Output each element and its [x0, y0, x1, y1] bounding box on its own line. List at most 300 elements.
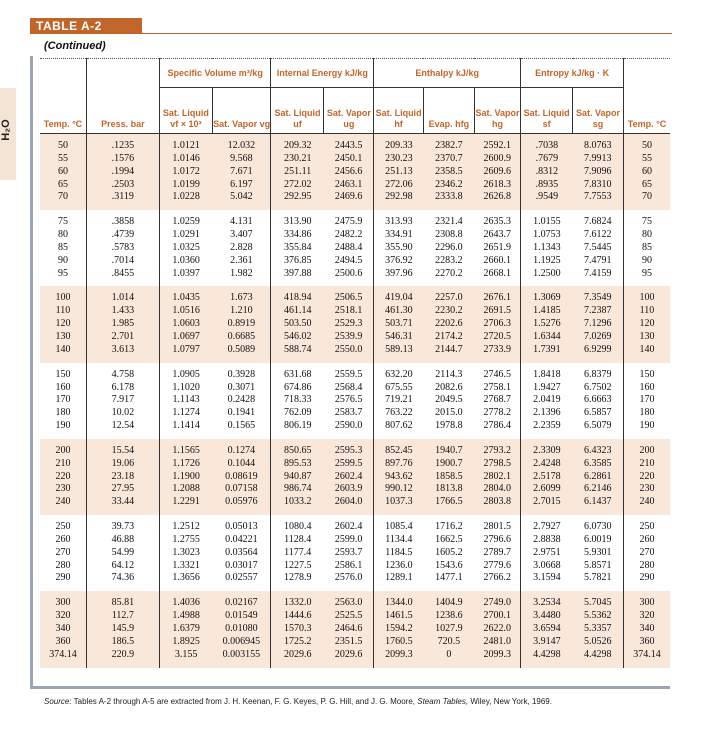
table-cell: 2793.2: [474, 445, 520, 458]
row-group: [40, 439, 670, 515]
table-cell: 1.2291: [159, 496, 212, 509]
table-cell: 140: [623, 344, 670, 357]
table-row: [40, 140, 670, 153]
steam-table: [40, 58, 670, 668]
table-cell: .8935: [521, 179, 573, 192]
table-cell: 300: [623, 597, 670, 610]
table-row: [40, 394, 670, 407]
table-cell: 2174.2: [423, 331, 474, 344]
table-cell: 272.02: [271, 179, 324, 192]
table-row: [40, 610, 670, 623]
table-cell: 1.0291: [159, 229, 212, 242]
table-cell: 7.5445: [573, 242, 624, 255]
table-title: TABLE A-2: [30, 18, 142, 34]
table-cell: 220: [623, 471, 670, 484]
table-cell: 546.02: [271, 331, 324, 344]
table-cell: 1.0435: [159, 292, 212, 305]
table-cell: 251.11: [271, 166, 324, 179]
table-cell: 0.6685: [212, 331, 271, 344]
table-cell: 2.701: [86, 331, 159, 344]
table-cell: 1.2500: [521, 268, 573, 281]
table-cell: 65: [623, 179, 670, 192]
table-cell: 334.91: [374, 229, 424, 242]
table-cell: 1.6344: [521, 331, 573, 344]
table-cell: 100: [40, 292, 86, 305]
header-sg: Sat. Vapor sg: [573, 88, 624, 134]
table-cell: 2494.5: [324, 255, 374, 268]
source-tail: Wiley, New York, 1969.: [470, 697, 552, 706]
table-cell: 360: [40, 636, 86, 649]
table-cell: 2599.0: [324, 534, 374, 547]
table-cell: 6.4323: [573, 445, 624, 458]
table-cell: 23.18: [86, 471, 159, 484]
header-vf: Sat. Liquid vf × 10³: [159, 88, 212, 134]
table-cell: 1.673: [212, 292, 271, 305]
table-cell: 2500.6: [324, 268, 374, 281]
table-cell: 1605.2: [423, 547, 474, 560]
table-cell: 2488.4: [324, 242, 374, 255]
table-cell: 2443.5: [324, 140, 374, 153]
table-cell: 240: [40, 496, 86, 509]
table-cell: 1344.0: [374, 597, 424, 610]
table-cell: 0: [423, 649, 474, 662]
table-cell: 280: [623, 560, 670, 573]
table-cell: .3858: [86, 216, 159, 229]
table-cell: 2660.1: [474, 255, 520, 268]
header-temp: Temp. °C: [40, 88, 86, 134]
table-cell: 1570.3: [271, 623, 324, 636]
table-cell: .8312: [521, 166, 573, 179]
table-cell: 230.21: [271, 153, 324, 166]
table-cell: 54.99: [86, 547, 159, 560]
table-cell: .7679: [521, 153, 573, 166]
source-title: Steam Tables,: [417, 697, 469, 706]
table-cell: 70: [40, 191, 86, 204]
table-cell: 190: [623, 420, 670, 433]
table-row: [40, 268, 670, 281]
table-cell: 2789.7: [474, 547, 520, 560]
table-cell: 270: [40, 547, 86, 560]
table-cell: 419.04: [374, 292, 424, 305]
table-cell: 1278.9: [271, 572, 324, 585]
source-note: [44, 697, 552, 706]
table-cell: 0.2428: [212, 394, 271, 407]
table-cell: 2463.1: [324, 179, 374, 192]
table-cell: 940.87: [271, 471, 324, 484]
table-cell: 2321.4: [423, 216, 474, 229]
table-row: [40, 597, 670, 610]
continued-label: (Continued): [44, 40, 106, 52]
table-cell: 7.7553: [573, 191, 624, 204]
table-cell: 2296.0: [423, 242, 474, 255]
table-cell: 2144.7: [423, 344, 474, 357]
table-cell: 1.1343: [521, 242, 573, 255]
table-cell: 1.0325: [159, 242, 212, 255]
table-cell: 190: [40, 420, 86, 433]
table-cell: 200: [623, 445, 670, 458]
table-cell: 1.0360: [159, 255, 212, 268]
table-cell: 4.4298: [573, 649, 624, 662]
table-cell: 2358.5: [423, 166, 474, 179]
table-cell: 1.014: [86, 292, 159, 305]
table-cell: 6.178: [86, 382, 159, 395]
table-cell: .5783: [86, 242, 159, 255]
table-cell: 2768.7: [474, 394, 520, 407]
table-cell: 120: [623, 318, 670, 331]
table-cell: 1.3023: [159, 547, 212, 560]
header-specific-volume: Specific Volume m³/kg: [159, 59, 271, 88]
table-cell: 80: [623, 229, 670, 242]
table-cell: 2.4248: [521, 458, 573, 471]
table-cell: 2370.7: [423, 153, 474, 166]
table-cell: 2230.2: [423, 305, 474, 318]
table-row: [40, 292, 670, 305]
table-cell: 675.55: [374, 382, 424, 395]
source-label: Source:: [44, 697, 72, 706]
table-cell: 2550.0: [324, 344, 374, 357]
header-internal-energy: Internal Energy kJ/kg: [271, 59, 374, 88]
table-cell: 110: [40, 305, 86, 318]
table-cell: 1.2512: [159, 521, 212, 534]
table-row: [40, 534, 670, 547]
table-cell: 1766.5: [423, 496, 474, 509]
table-cell: 2720.5: [474, 331, 520, 344]
table-cell: 1027.9: [423, 623, 474, 636]
table-cell: 1.0155: [521, 216, 573, 229]
table-row: [40, 483, 670, 496]
table-cell: 6.3585: [573, 458, 624, 471]
table-cell: 85: [623, 242, 670, 255]
table-cell: 2583.7: [324, 407, 374, 420]
table-cell: 374.14: [40, 649, 86, 662]
table-cell: 1813.8: [423, 483, 474, 496]
table-cell: 2257.0: [423, 292, 474, 305]
table-cell: 2525.5: [324, 610, 374, 623]
table-row: [40, 229, 670, 242]
table-cell: 1.3656: [159, 572, 212, 585]
table-cell: 2.7927: [521, 521, 573, 534]
table-cell: 55: [623, 153, 670, 166]
table-cell: 5.7821: [573, 572, 624, 585]
table-cell: 130: [40, 331, 86, 344]
table-cell: 160: [623, 382, 670, 395]
table-cell: 631.68: [271, 369, 324, 382]
table-cell: 1594.2: [374, 623, 424, 636]
table-cell: 2635.3: [474, 216, 520, 229]
table-cell: 2.9751: [521, 547, 573, 560]
table-row: [40, 623, 670, 636]
table-cell: 6.1437: [573, 496, 624, 509]
row-group: [40, 515, 670, 591]
table-cell: 2604.0: [324, 496, 374, 509]
table-row: [40, 382, 670, 395]
table-cell: 75: [40, 216, 86, 229]
table-cell: 313.93: [374, 216, 424, 229]
header-ug: Sat. Vapor ug: [324, 88, 374, 134]
table-cell: 5.3357: [573, 623, 624, 636]
table-cell: 100: [623, 292, 670, 305]
table-cell: 1.7391: [521, 344, 573, 357]
table-cell: 8.0763: [573, 140, 624, 153]
table-cell: 210: [623, 458, 670, 471]
table-cell: 3.6594: [521, 623, 573, 636]
table-cell: 145.9: [86, 623, 159, 636]
table-cell: 1.4988: [159, 610, 212, 623]
source-text: Tables A-2 through A-5 are extracted from J. H. Keenan, F. G. Keyes, P. G. Hill, and J. G. Moore,: [73, 697, 415, 706]
table-cell: 1236.0: [374, 560, 424, 573]
table-cell: 6.6663: [573, 394, 624, 407]
table-cell: 2746.5: [474, 369, 520, 382]
table-cell: 3.9147: [521, 636, 573, 649]
table-cell: 1.0516: [159, 305, 212, 318]
table-cell: 5.042: [212, 191, 271, 204]
table-row: [40, 547, 670, 560]
table-cell: 2270.2: [423, 268, 474, 281]
table-cell: 7.4159: [573, 268, 624, 281]
row-group: [40, 363, 670, 439]
table-cell: 2.1396: [521, 407, 573, 420]
table-cell: 2.828: [212, 242, 271, 255]
table-cell: 2593.7: [324, 547, 374, 560]
table-cell: 4.131: [212, 216, 271, 229]
table-cell: 210: [40, 458, 86, 471]
table-cell: 719.21: [374, 394, 424, 407]
table-cell: 272.06: [374, 179, 424, 192]
header-hg: Sat. Vapor hg: [474, 88, 520, 134]
table-cell: 209.32: [271, 140, 324, 153]
table-cell: 763.22: [374, 407, 424, 420]
table-cell: 2.8838: [521, 534, 573, 547]
table-cell: 374.14: [623, 649, 670, 662]
table-cell: 170: [623, 394, 670, 407]
table-cell: 1.0259: [159, 216, 212, 229]
table-cell: 943.62: [374, 471, 424, 484]
table-cell: 6.5857: [573, 407, 624, 420]
table-cell: 1.1925: [521, 255, 573, 268]
table-cell: 2475.9: [324, 216, 374, 229]
table-cell: 1.8418: [521, 369, 573, 382]
table-cell: 260: [40, 534, 86, 547]
table-cell: 2.2359: [521, 420, 573, 433]
table-cell: .3119: [86, 191, 159, 204]
header-temp-right: Temp. °C: [623, 88, 670, 134]
table-cell: 120: [40, 318, 86, 331]
table-cell: 2049.5: [423, 394, 474, 407]
table-cell: 1978.8: [423, 420, 474, 433]
table-cell: 807.62: [374, 420, 424, 433]
table-cell: 6.197: [212, 179, 271, 192]
table-cell: 0.1565: [212, 420, 271, 433]
table-cell: 2351.5: [324, 636, 374, 649]
table-container: [40, 58, 670, 668]
table-cell: 1.9427: [521, 382, 573, 395]
table-cell: 230: [623, 483, 670, 496]
table-cell: 806.19: [271, 420, 324, 433]
table-cell: 1238.6: [423, 610, 474, 623]
table-cell: .1994: [86, 166, 159, 179]
table-cell: 70: [623, 191, 670, 204]
table-cell: 2099.3: [474, 649, 520, 662]
table-cell: 90: [40, 255, 86, 268]
table-cell: 2804.0: [474, 483, 520, 496]
table-cell: 33.44: [86, 496, 159, 509]
table-cell: 850.65: [271, 445, 324, 458]
table-cell: 1858.5: [423, 471, 474, 484]
header-uf: Sat. Liquid uf: [271, 88, 324, 134]
table-cell: 2803.8: [474, 496, 520, 509]
table-cell: 0.04221: [212, 534, 271, 547]
table-cell: 2082.6: [423, 382, 474, 395]
table-cell: 355.84: [271, 242, 324, 255]
table-cell: 6.7502: [573, 382, 624, 395]
table-cell: .4739: [86, 229, 159, 242]
table-cell: 2706.3: [474, 318, 520, 331]
table-cell: 19.06: [86, 458, 159, 471]
table-row: [40, 153, 670, 166]
table-row: [40, 344, 670, 357]
frame-left: [30, 56, 33, 689]
table-cell: 7.8310: [573, 179, 624, 192]
table-cell: .7014: [86, 255, 159, 268]
table-cell: 2801.5: [474, 521, 520, 534]
table-cell: 5.7045: [573, 597, 624, 610]
table-cell: 2.3309: [521, 445, 573, 458]
table-cell: 250: [623, 521, 670, 534]
table-cell: 280: [40, 560, 86, 573]
table-cell: 6.9299: [573, 344, 624, 357]
table-cell: 1.2088: [159, 483, 212, 496]
table-row: [40, 191, 670, 204]
table-cell: 95: [40, 268, 86, 281]
table-row: [40, 496, 670, 509]
table-cell: 7.1296: [573, 318, 624, 331]
table-row: [40, 369, 670, 382]
table-cell: 2563.0: [324, 597, 374, 610]
table-cell: 2464.6: [324, 623, 374, 636]
blank-header: [40, 59, 86, 88]
table-cell: 2481.0: [474, 636, 520, 649]
header-enthalpy: Enthalpy kJ/kg: [374, 59, 521, 88]
table-cell: 2778.2: [474, 407, 520, 420]
table-cell: 160: [40, 382, 86, 395]
table-cell: 250: [40, 521, 86, 534]
table-cell: 313.90: [271, 216, 324, 229]
table-cell: 130: [623, 331, 670, 344]
table-cell: 1184.5: [374, 547, 424, 560]
table-cell: 1289.1: [374, 572, 424, 585]
table-cell: 1.0905: [159, 369, 212, 382]
table-cell: 1080.4: [271, 521, 324, 534]
table-cell: 397.88: [271, 268, 324, 281]
table-cell: 1.4185: [521, 305, 573, 318]
table-cell: 2.7015: [521, 496, 573, 509]
table-cell: 1.0121: [159, 140, 212, 153]
table-cell: 1461.5: [374, 610, 424, 623]
table-cell: 2568.4: [324, 382, 374, 395]
table-cell: 180: [40, 407, 86, 420]
table-cell: 2603.9: [324, 483, 374, 496]
table-cell: 1940.7: [423, 445, 474, 458]
table-cell: 7.9096: [573, 166, 624, 179]
table-cell: 1134.4: [374, 534, 424, 547]
table-cell: 3.1594: [521, 572, 573, 585]
table-cell: 1.1414: [159, 420, 212, 433]
table-cell: 170: [40, 394, 86, 407]
table-cell: 2691.5: [474, 305, 520, 318]
table-cell: 340: [40, 623, 86, 636]
table-cell: 1.3321: [159, 560, 212, 573]
table-cell: 240: [623, 496, 670, 509]
table-cell: 2559.5: [324, 369, 374, 382]
table-cell: 85.81: [86, 597, 159, 610]
header-hf: Sat. Liquid hf: [374, 88, 424, 134]
table-cell: 2590.0: [324, 420, 374, 433]
table-cell: 4.4298: [521, 649, 573, 662]
table-cell: 1332.0: [271, 597, 324, 610]
table-cell: 7.3549: [573, 292, 624, 305]
table-cell: 2796.6: [474, 534, 520, 547]
table-cell: 2779.6: [474, 560, 520, 573]
table-cell: 1.0797: [159, 344, 212, 357]
table-cell: 2599.5: [324, 458, 374, 471]
table-cell: 2749.0: [474, 597, 520, 610]
header-vg: Sat. Vapor vg: [212, 88, 271, 134]
table-cell: 1.985: [86, 318, 159, 331]
table-cell: 2733.9: [474, 344, 520, 357]
table-cell: 2283.2: [423, 255, 474, 268]
table-cell: 46.88: [86, 534, 159, 547]
table-cell: 5.5362: [573, 610, 624, 623]
table-cell: 895.53: [271, 458, 324, 471]
table-cell: 3.0668: [521, 560, 573, 573]
table-cell: 718.33: [271, 394, 324, 407]
table-cell: 2758.1: [474, 382, 520, 395]
table-cell: 376.92: [374, 255, 424, 268]
table-cell: 2592.1: [474, 140, 520, 153]
table-cell: 290: [623, 572, 670, 585]
table-cell: 1037.3: [374, 496, 424, 509]
table-cell: 0.003155: [212, 649, 271, 662]
table-cell: 300: [40, 597, 86, 610]
table-cell: 1.0603: [159, 318, 212, 331]
header-press: Press. bar: [86, 88, 159, 134]
table-cell: 6.5079: [573, 420, 624, 433]
table-cell: 12.54: [86, 420, 159, 433]
table-cell: 1.6379: [159, 623, 212, 636]
table-cell: 12.032: [212, 140, 271, 153]
header-sf: Sat. Liquid sf: [521, 88, 573, 134]
table-cell: 1.4036: [159, 597, 212, 610]
table-cell: 112.7: [86, 610, 159, 623]
table-cell: 75: [623, 216, 670, 229]
table-cell: 7.0269: [573, 331, 624, 344]
table-cell: 1900.7: [423, 458, 474, 471]
table-cell: 90: [623, 255, 670, 268]
table-cell: 10.02: [86, 407, 159, 420]
table-cell: 0.05013: [212, 521, 271, 534]
table-cell: 1.1900: [159, 471, 212, 484]
table-cell: 2576.5: [324, 394, 374, 407]
table-row: [40, 305, 670, 318]
table-cell: 1033.2: [271, 496, 324, 509]
row-group: [40, 134, 670, 211]
table-cell: 7.2387: [573, 305, 624, 318]
table-cell: 2.361: [212, 255, 271, 268]
table-cell: 3.407: [212, 229, 271, 242]
table-cell: 1.1726: [159, 458, 212, 471]
table-cell: 9.568: [212, 153, 271, 166]
table-cell: 0.1941: [212, 407, 271, 420]
